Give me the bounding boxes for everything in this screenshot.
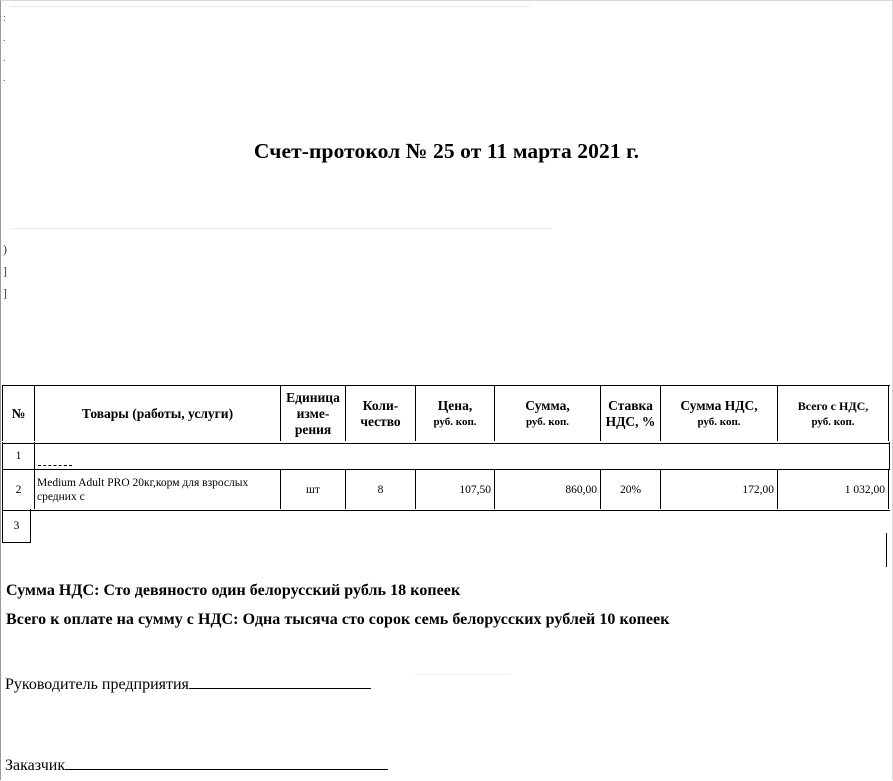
- table-header-row: [2, 385, 890, 444]
- row-price: 107,50: [415, 470, 494, 509]
- header-total-unit: руб. коп.: [811, 415, 855, 428]
- signature-line: [189, 676, 371, 689]
- col-divider: [886, 533, 887, 567]
- customer-signature: [5, 757, 388, 775]
- row-goods: Medium Adult PRO 20кг,корм для взрослых средних с: [34, 470, 280, 509]
- row-num: 2: [2, 470, 34, 509]
- faint-header-line: [12, 228, 552, 229]
- table-row: [2, 442, 890, 469]
- header-unit: Единица изме-рения: [280, 386, 345, 441]
- vat-total-text: Сумма НДС: Сто девяносто один белорусский рубль 18 копеек: [6, 582, 461, 599]
- customer-label: Заказчик: [5, 757, 66, 774]
- signature-line: [65, 757, 388, 770]
- faint-mark: [415, 674, 510, 675]
- row-num: 3: [2, 509, 30, 543]
- header-vat-sum-label: Сумма НДС,: [680, 397, 758, 413]
- director-signature: [5, 676, 371, 694]
- header-goods: Товары (работы, услуги): [34, 386, 280, 441]
- header-num: №: [2, 386, 34, 441]
- grand-total-text: Всего к оплате на сумму с НДС: Одна тысяча сто сорок семь белорусских рублей 10 копеек: [6, 611, 670, 628]
- header-sum-label: Сумма,: [525, 397, 570, 413]
- table-row: [2, 509, 890, 543]
- row-vat-sum: 172,00: [660, 470, 777, 509]
- col-divider: [889, 442, 890, 469]
- row-sum: 860,00: [494, 470, 600, 509]
- header-total-label: Всего с НДС,: [797, 398, 869, 413]
- header-sum: [494, 386, 600, 441]
- director-label: Руководитель предприятия: [5, 676, 189, 693]
- dash-mark: [38, 465, 72, 466]
- margin-brackets: ) ] ]: [3, 242, 7, 300]
- header-price: [415, 386, 494, 441]
- header-price-label: Цена,: [437, 397, 473, 413]
- col-divider: [30, 509, 31, 543]
- header-price-unit: руб. коп.: [433, 415, 477, 428]
- row-vat-rate: 20%: [600, 470, 660, 509]
- header-qty: Коли-чество: [345, 386, 415, 441]
- header-total: [777, 386, 889, 441]
- row-unit: шт: [280, 470, 345, 509]
- table-row: [2, 469, 890, 511]
- header-vat-sum-unit: руб. коп.: [697, 415, 741, 428]
- header-vat-sum: [660, 386, 777, 441]
- header-vat-rate: Ставка НДС, %: [600, 386, 660, 441]
- faint-header-line: [10, 6, 530, 7]
- col-divider: [34, 442, 35, 469]
- document-title: Счет-протокол № 25 от 11 марта 2021 г.: [253, 139, 640, 163]
- row-total: 1 032,00: [777, 470, 889, 509]
- row-qty: 8: [345, 470, 415, 509]
- row-num: 1: [2, 442, 34, 469]
- margin-marks: : . . .: [3, 13, 6, 84]
- header-sum-unit: руб. коп.: [525, 415, 570, 428]
